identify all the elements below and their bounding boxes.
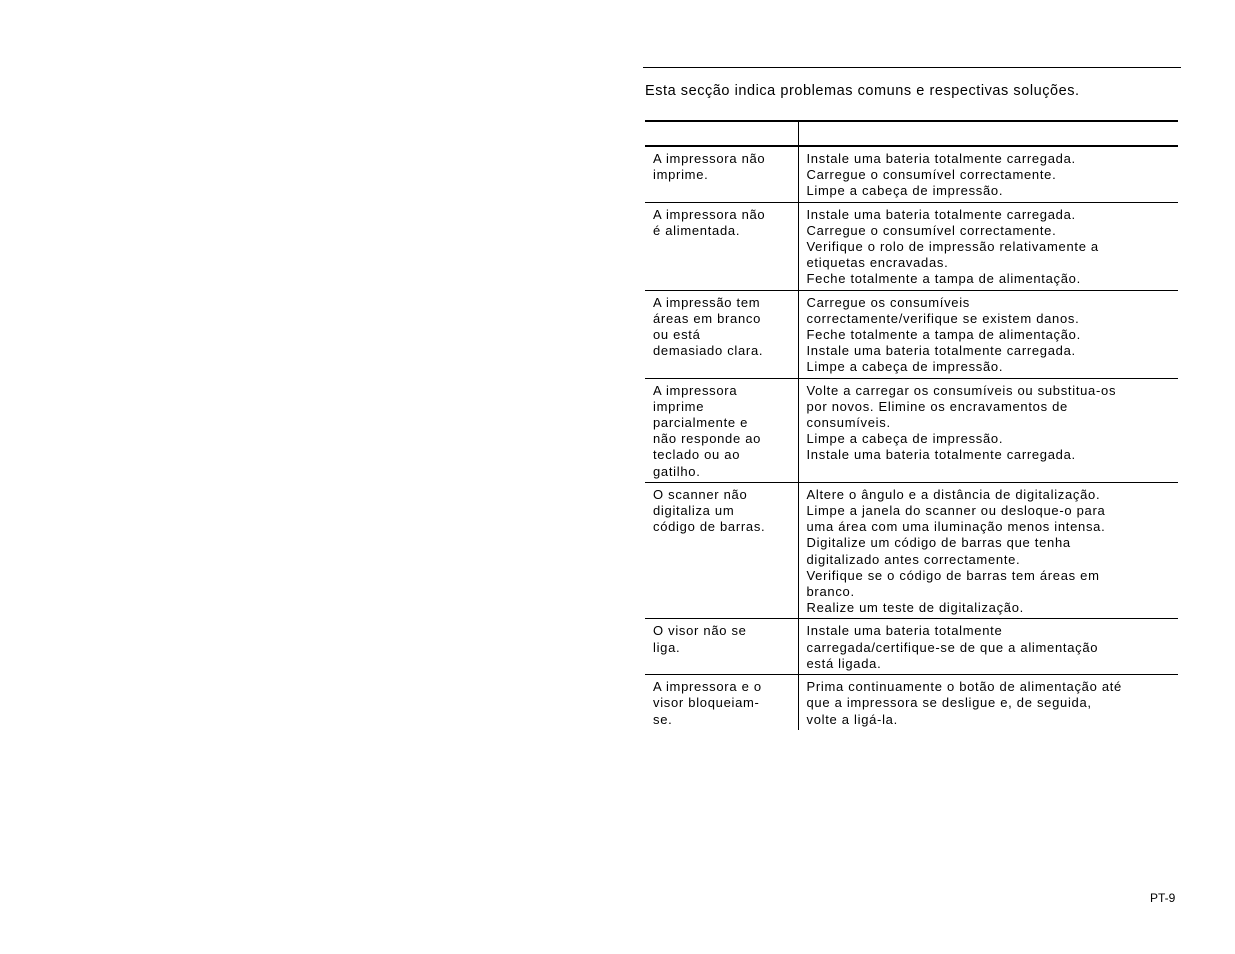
header-solution — [798, 121, 1178, 146]
solution-line: digitalizado antes correctamente. — [806, 551, 1021, 567]
solution-line: por novos. Elimine os encravamentos de — [806, 398, 1068, 414]
problem-line: imprime. — [653, 167, 709, 183]
solution-line: Verifique o rolo de impressão relativamente a — [806, 239, 1099, 255]
page-number: PT-9 — [1150, 891, 1176, 905]
solution-line: Instale uma bateria totalmente carregada. — [806, 447, 1076, 463]
problem-line: A impressora — [653, 382, 738, 398]
problem-line: gatilho. — [653, 463, 701, 479]
table-body — [645, 146, 1178, 730]
solution-line: que a impressora se desligue e, de seguida, — [806, 695, 1092, 711]
table-row — [645, 202, 1178, 290]
table-row — [645, 378, 1178, 482]
problem-cell — [645, 146, 798, 202]
solution-cell — [798, 378, 1178, 482]
solution-line: Limpe a cabeça de impressão. — [806, 431, 1004, 447]
solution-cell — [798, 146, 1178, 202]
solution-line: etiquetas encravadas. — [806, 255, 949, 271]
solution-line: Realize um teste de digitalização. — [806, 600, 1024, 616]
solution-line: Limpe a janela do scanner ou desloque-o para — [806, 503, 1106, 519]
solution-line: Carregue o consumível correctamente. — [806, 167, 1057, 183]
problem-cell — [645, 290, 798, 378]
solution-line: Instale uma bateria totalmente carregada. — [806, 343, 1076, 359]
problem-line: liga. — [653, 639, 681, 655]
top-rule — [643, 67, 1181, 68]
problem-line: parcialmente e — [653, 415, 749, 431]
solution-line: correctamente/verifique se existem danos. — [806, 310, 1080, 326]
intro-paragraph: Esta secção indica problemas comuns e respectivas soluções. — [645, 83, 1080, 99]
solution-cell — [798, 619, 1178, 675]
problem-line: não responde ao — [653, 431, 762, 447]
table-row — [645, 619, 1178, 675]
solution-cell — [798, 482, 1178, 619]
solution-line: Limpe a cabeça de impressão. — [806, 359, 1004, 375]
solution-line: Verifique se o código de barras tem áreas em — [806, 567, 1100, 583]
solution-line: Digitalize um código de barras que tenha — [806, 535, 1071, 551]
problem-line: imprime — [653, 398, 705, 414]
solution-line: Prima continuamente o botão de alimentação até — [806, 679, 1122, 695]
problem-cell — [645, 202, 798, 290]
problem-cell — [645, 619, 798, 675]
problem-line: áreas em branco — [653, 310, 762, 326]
problem-line: se. — [653, 711, 673, 727]
solution-line: Instale uma bateria totalmente carregada. — [806, 206, 1076, 222]
table-row — [645, 290, 1178, 378]
problem-line: teclado ou ao — [653, 447, 741, 463]
solution-line: Feche totalmente a tampa de alimentação. — [806, 271, 1081, 287]
problem-line: demasiado clara. — [653, 343, 764, 359]
solution-line: está ligada. — [806, 655, 882, 671]
problem-line: A impressora e o — [653, 679, 762, 695]
header-problem — [645, 121, 798, 146]
problem-cell — [645, 482, 798, 619]
problem-line: O scanner não — [653, 486, 748, 502]
problem-line: O visor não se — [653, 623, 747, 639]
solution-cell — [798, 675, 1178, 730]
problem-line: é alimentada. — [653, 222, 741, 238]
problem-line: visor bloqueiam- — [653, 695, 760, 711]
solution-cell — [798, 202, 1178, 290]
problem-line: A impressora não — [653, 206, 766, 222]
table-row — [645, 146, 1178, 202]
problem-line: código de barras. — [653, 519, 766, 535]
table-header-row — [645, 121, 1178, 146]
problem-line: digitaliza um — [653, 503, 735, 519]
solution-line: uma área com uma iluminação menos intensa. — [806, 519, 1106, 535]
problem-line: A impressão tem — [653, 294, 761, 310]
troubleshooting-table — [645, 120, 1178, 730]
problem-cell — [645, 675, 798, 730]
solution-cell — [798, 290, 1178, 378]
solution-line: Instale uma bateria totalmente carregada. — [806, 151, 1076, 166]
solution-line: Limpe a cabeça de impressão. — [806, 183, 1004, 199]
table-row — [645, 675, 1178, 730]
solution-line: branco. — [806, 584, 855, 600]
table-row — [645, 482, 1178, 619]
problem-line: A impressora não — [653, 151, 766, 166]
solution-line: Carregue os consumíveis — [806, 294, 970, 310]
problem-line: ou está — [653, 327, 701, 343]
solution-line: carregada/certifique-se de que a alimentação — [806, 639, 1099, 655]
solution-line: consumíveis. — [806, 415, 891, 431]
solution-line: Instale uma bateria totalmente — [806, 623, 1003, 639]
solution-line: volte a ligá-la. — [806, 711, 898, 727]
solution-line: Altere o ângulo e a distância de digitalização. — [806, 486, 1101, 502]
problem-cell — [645, 378, 798, 482]
solution-line: Feche totalmente a tampa de alimentação. — [806, 327, 1081, 343]
solution-line: Volte a carregar os consumíveis ou substitua-os — [806, 382, 1117, 398]
solution-line: Carregue o consumível correctamente. — [806, 222, 1057, 238]
